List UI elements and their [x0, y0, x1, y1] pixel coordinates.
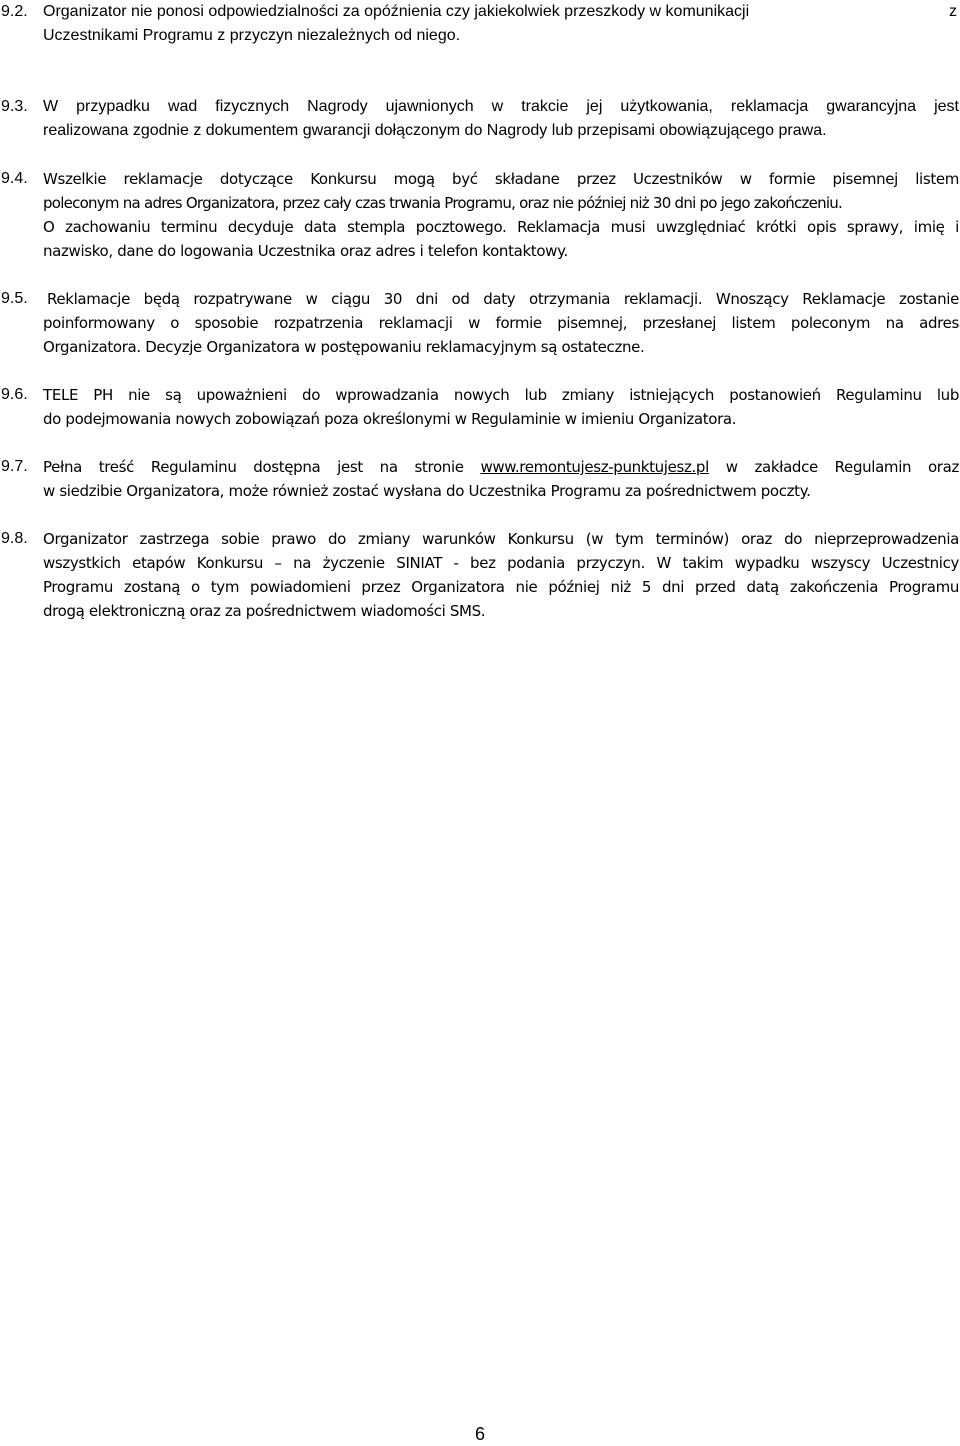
- clause-line: W przypadku wad fizycznych Nagrody ujawnionych w trakcie jej użytkowania, reklamacja gwarancyjna jest: [43, 98, 959, 115]
- clause-line: poleconym na adres Organizatora, przez cały czas trwania Programu, oraz nie później niż 30 dni po jego zakończeniu.: [43, 194, 843, 212]
- clause-text: [43, 0, 923, 48]
- clause-line: w siedzibie Organizatora, może również zostać wysłana do Uczestnika Programu za pośrednictwem poczty.: [43, 482, 811, 500]
- clause-text-segment: Pełna treść Regulaminu dostępna jest na stronie: [43, 458, 464, 476]
- clause-line-tail: z: [949, 3, 957, 20]
- clause-number: 9.5.: [1, 290, 28, 307]
- clause-number: 9.4.: [1, 170, 28, 187]
- clause-number: 9.8.: [1, 530, 28, 547]
- clause-text-segment: w zakładce Regulamin oraz: [725, 458, 959, 476]
- clause-line: Organizator nie ponosi odpowiedzialności za opóźnienia czy jakiekolwiek przeszkody w komunikacji: [43, 3, 750, 20]
- clause-line: nazwisko, dane do logowania Uczestnika oraz adres i telefon kontaktowy.: [43, 242, 568, 260]
- clause-line: O zachowaniu terminu decyduje data stempla pocztowego. Reklamacja musi uwzględniać krótki opis sprawy, imię i: [43, 218, 959, 236]
- clause-number: 9.2.: [1, 3, 28, 20]
- page-number: 6: [474, 1424, 485, 1444]
- clause-line: TELE PH nie są upoważnieni do wprowadzania nowych lub zmiany istniejących postanowień Regulaminu lub: [43, 386, 959, 404]
- clause-line: wszystkich etapów Konkursu – na życzenie SINIAT - bez podania przyczyn. W takim wypadku wszyscy Uczestnicy: [43, 554, 959, 572]
- clause-line: Wszelkie reklamacje dotyczące Konkursu mogą być składane przez Uczestników w formie pisemnej listem: [43, 170, 959, 188]
- clause-line: Organizatora. Decyzje Organizatora w postępowaniu reklamacyjnym są ostateczne.: [43, 338, 645, 356]
- clause-line: poinformowany o sposobie rozpatrzenia reklamacji w formie pisemnej, przesłanej listem poleconym na adres: [43, 314, 959, 332]
- clause-text: [43, 95, 959, 143]
- clause-line: drogą elektroniczną oraz za pośrednictwem wiadomości SMS.: [43, 602, 486, 620]
- clause-text: [43, 167, 959, 263]
- clause-line: Programu zostaną o tym powiadomieni przez Organizatora nie później niż 5 dni przed datą zakończenia Programu: [43, 578, 959, 596]
- clause-line: do podejmowania nowych zobowiązań poza określonymi w Regulaminie w imieniu Organizatora.: [43, 410, 737, 428]
- clause-line: [43, 455, 959, 479]
- clause-text: [43, 287, 959, 359]
- clause-line: Reklamacje będą rozpatrywane w ciągu 30 dni od daty otrzymania reklamacji. Wnoszący Reklamacje zostanie: [47, 290, 959, 308]
- website-link[interactable]: www.remontujesz-punktujesz.pl: [480, 458, 709, 476]
- clause-line: realizowana zgodnie z dokumentem gwarancji dołączonym do Nagrody lub przepisami obowiązującego prawa.: [43, 122, 827, 139]
- clause-number: 9.6.: [1, 386, 28, 403]
- clause-text: [43, 383, 959, 431]
- clause-text: [43, 455, 959, 503]
- clause-text: [43, 527, 959, 623]
- clause-number: 9.3.: [1, 98, 28, 115]
- clause-number: 9.7.: [1, 458, 28, 475]
- clause-line: Uczestnikami Programu z przyczyn niezależnych od niego.: [43, 27, 461, 44]
- clause-line: Organizator zastrzega sobie prawo do zmiany warunków Konkursu (w tym terminów) oraz do nieprzeprowadzenia: [43, 530, 959, 548]
